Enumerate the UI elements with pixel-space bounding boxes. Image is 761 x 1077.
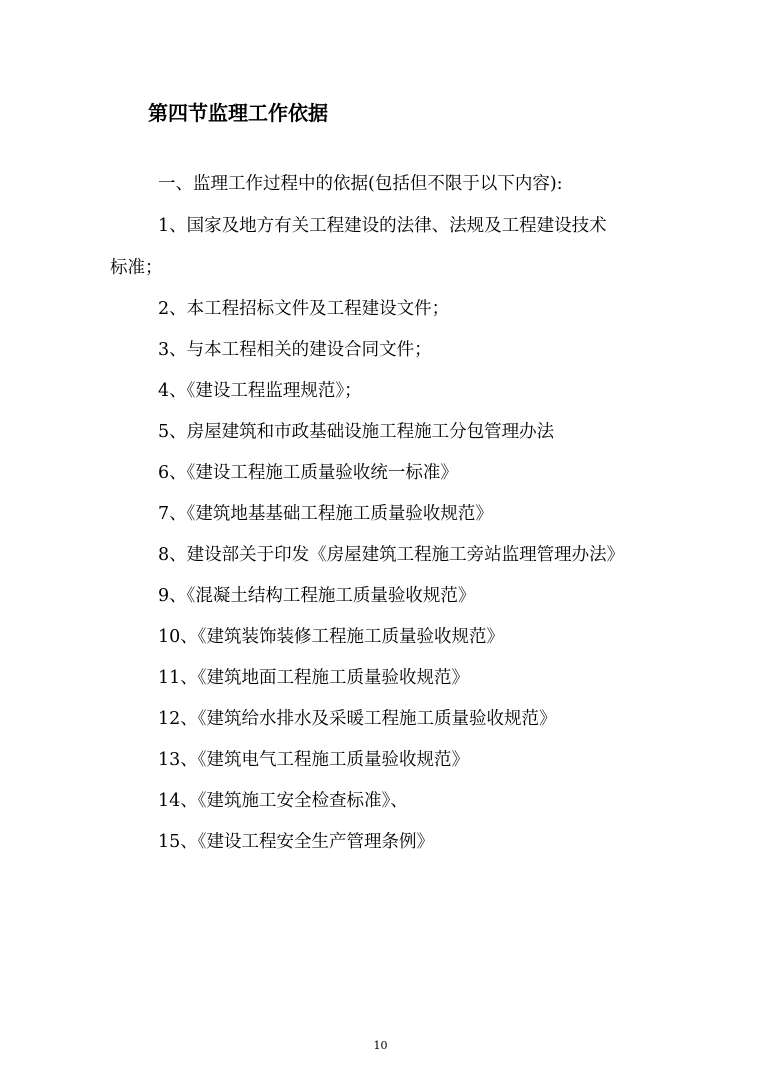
list-item-4: 4、《建设工程监理规范》； xyxy=(158,381,362,401)
list-item-1-line-1: 1、国家及地方有关工程建设的法律、法规及工程建设技术 xyxy=(158,216,607,236)
section-title: 第四节监理工作依据 xyxy=(148,101,328,125)
list-item-8: 8、建设部关于印发《房屋建筑工程施工旁站监理管理办法》 xyxy=(158,545,625,565)
list-item-5: 5、房屋建筑和市政基础设施工程施工分包管理办法 xyxy=(158,422,555,442)
page-number: 10 xyxy=(373,1039,388,1052)
list-item-10: 10、《建筑装饰装修工程施工质量验收规范》 xyxy=(158,627,505,647)
list-item-7: 7、《建筑地基基础工程施工质量验收规范》 xyxy=(158,504,493,524)
list-item-13: 13、《建筑电气工程施工质量验收规范》 xyxy=(158,750,470,770)
list-item-1-line-2: 标准； xyxy=(110,258,163,278)
list-item-14: 14、《建筑施工安全检查标准》、 xyxy=(158,791,408,811)
list-item-3: 3、与本工程相关的建设合同文件； xyxy=(158,340,432,360)
list-item-2: 2、本工程招标文件及工程建设文件； xyxy=(158,299,450,319)
list-item-9: 9、《混凝土结构工程施工质量验收规范》 xyxy=(158,586,476,606)
intro-text: 一、监理工作过程中的依据(包括但不限于以下内容): xyxy=(158,174,563,194)
list-item-12: 12、《建筑给水排水及采暖工程施工质量验收规范》 xyxy=(158,709,557,729)
list-item-11: 11、《建筑地面工程施工质量验收规范》 xyxy=(158,668,470,688)
list-item-15: 15、《建设工程安全生产管理条例》 xyxy=(158,832,435,852)
list-item-6: 6、《建设工程施工质量验收统一标准》 xyxy=(158,463,458,483)
